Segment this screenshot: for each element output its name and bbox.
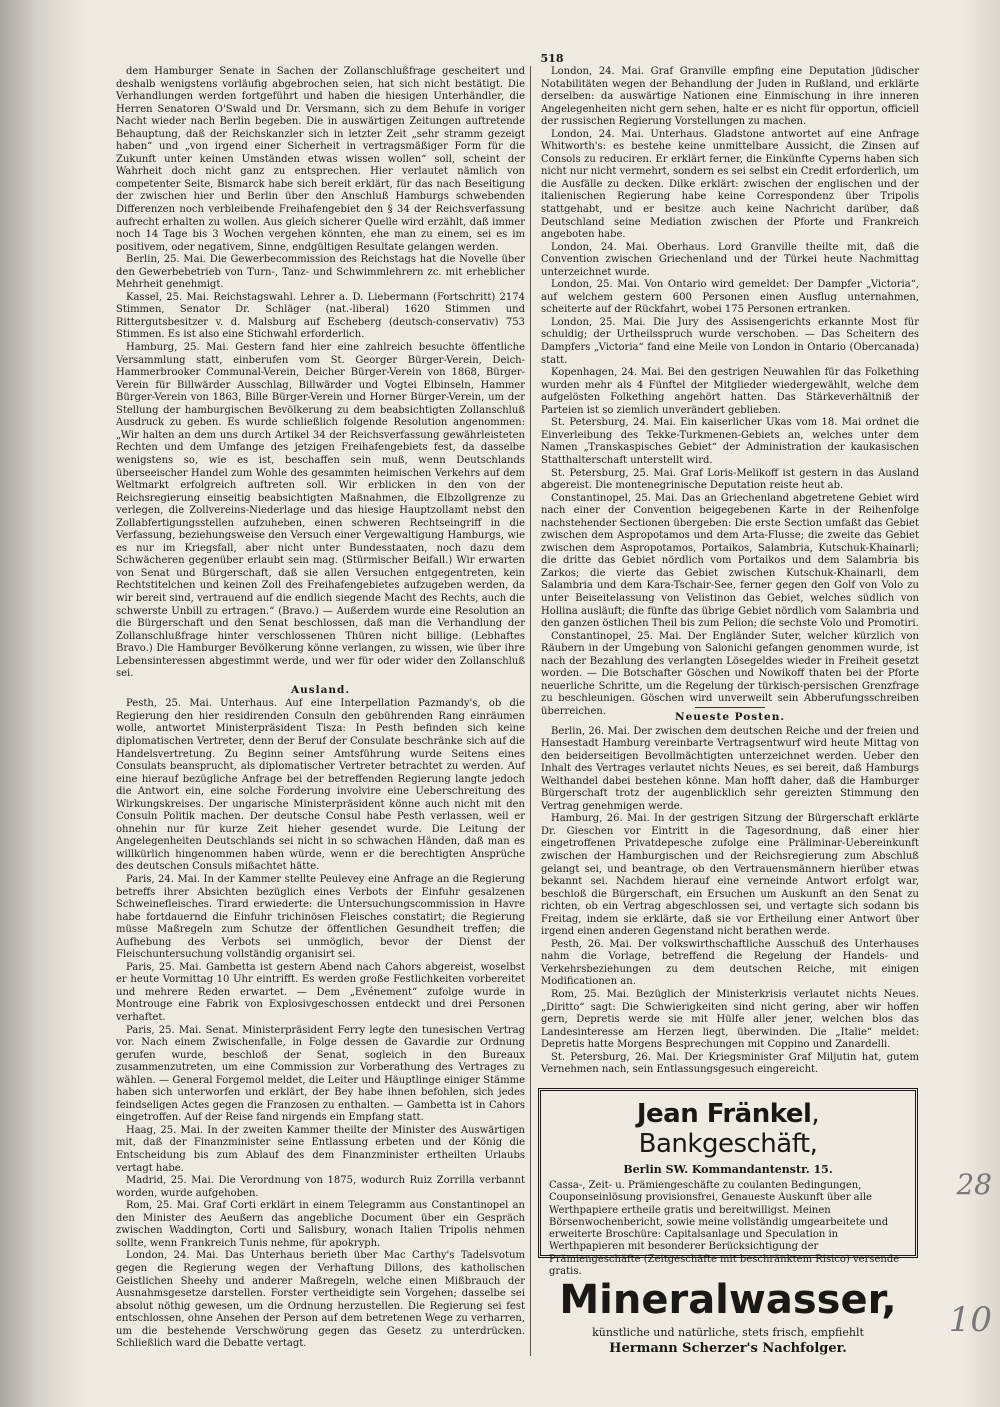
mineral-ad-title: Mineralwasser, bbox=[559, 1277, 897, 1323]
ad-firm-title bbox=[549, 1099, 907, 1159]
article-paragraph: Berlin, 26. Mai. Der zwischen dem deutschen Reiche und der freien und Hansestadt Hamburg vereinbarte Vertragsentwurf wird heute Mittag von den beiderseitigen Bevollmächtigten unterzeichnet werden. Ueber den Inhalt des Vertrages verlautet nichts Neues, es sei bereit, daß Hamburgs Welthandel dabei bestehen könne. Man hofft daher, daß die Hamburger Bürgerschaft trotz der augenblicklich sehr gereizten Stimmung den Vertrag genehmigen werde. bbox=[541, 725, 919, 812]
article-paragraph: St. Petersburg, 26. Mai. Der Kriegsminister Graf Miljutin hat, gutem Vernehmen nach, sein Entlassungsgesuch eingereicht. bbox=[541, 1051, 919, 1076]
article-paragraph: Pesth, 25. Mai. Unterhaus. Auf eine Interpellation Pazmandy's, ob die Regierung den hier residirenden Consuln den gebührenden Rang einräumen wolle, antwortet Ministerpräsident Tisza: In Pesth befinden sich keine diplomatischen Vertreter, denn der Beruf der Consulate beschränke sich auf die Handelsvertretung. Zu Beginn seiner Amtsführung wurde Seitens eines Consulats beansprucht, als diplomatischer Vertreter betrachtet zu werden. Auf eine hierauf bezügliche Anfrage bei der betreffenden Regierung langte jedoch die Antwort ein, eine solche Forderung involvire eine Ueberschreitung des Wirkungskreises. Der ungarische Ministerpräsident könne auch nicht mit den Consuln Politik machen. Der deutsche Consul habe Pesth verlassen, weil er ohnehin nur für kurze Zeit hieher gesendet wurde. Die Leitung der Angelegenheiten Deutschlands sei nicht in so schwachen Händen, daß man es willkürlich hingenommen haben würde, wenn er die berechtigten Ansprüche des deutschen Consuls mißachtet hätte. bbox=[116, 698, 525, 873]
neueste-posten-section bbox=[541, 706, 919, 1076]
ad-address: Berlin SW. Kommandantenstr. 15. bbox=[623, 1163, 833, 1176]
mineral-ad-line1: künstliche und natürliche, stets frisch, empfiehlt bbox=[592, 1326, 864, 1339]
ad-body: Cassa-, Zeit- u. Prämiengeschäfte zu coulanten Bedingungen, Couponseinlösung provisionsfrei, Genaueste Auskunft über alle Werthpapiere ertheile gratis und bereitwilligst. Meinen Börsenwochenbericht, sowie meine vollständig umgearbeitete und erweiterte Broschüre: Capitalsanlage und Speculation in Werthpapieren mit besonderer Berücksichtigung der Prämiengeschäfte (Zeitgeschäfte mit beschränktem Risico) versende gratis. bbox=[549, 1180, 900, 1278]
column-divider bbox=[530, 66, 531, 1356]
article-paragraph: Kopenhagen, 24. Mai. Bei den gestrigen Neuwahlen für das Folkething wurden mehr als 4 Fünftel der Mitglieder wiedergewählt, welche dem aufgelösten Folkething angehört hatten. Das Stärkeverhältniß der Parteien ist so ziemlich unverändert geblieben. bbox=[541, 367, 919, 416]
article-paragraph: London, 25. Mai. Von Ontario wird gemeldet: Der Dampfer „Victoria“, auf welchem gestern 600 Personen einen Ausflug unternahmen, scheiterte auf der Rückfahrt, wobei 175 Personen ertranken. bbox=[541, 279, 919, 316]
margin-handwriting: 10 bbox=[948, 1300, 992, 1340]
article-paragraph: Constantinopel, 25. Mai. Das an Griechenland abgetretene Gebiet wird nach einer der Convention beigegebenen Karte in der Reihenfolge nachstehender Sectionen übergeben: Die erste Section umfaßt das Gebiet zwischen dem Aspropotamos und dem Arta-Flusse; die zweite das Gebiet zwischen dem Aspropotamos, Portaikos, Salambria, Kutschuk-Khainarli; die dritte das Gebiet nördlich vom Portaikos und dem Salambria bis Zarkos; die vierte das Gebiet zwischen Kutschuk-Khainarli, dem Salambria und dem Kara-Tschair-See, ferner gegen den Golf von Volo zu unter Beiseitelassung von Velistinon das Gebiet, welches südlich von Hollina ausläuft; die fünfte das übrige Gebiet nördlich vom Salambria und den ganzen östlichen Theil bis zum Pelion; die sechste Volo und Promotiri. bbox=[541, 492, 919, 630]
article-paragraph: Constantinopel, 25. Mai. Der Engländer Suter, welcher kürzlich von Räubern in der Umgebung von Salonichi gefangen genommen wurde, ist nach der Bezahlung des verlangten Lösegeldes wieder in Freiheit gesetzt worden. — Die Botschafter Göschen und Nowikoff thaten bei der Pforte neuerliche Schritte, um die Regelung der türkisch-persischen Grenzfrage zu beschleunigen. Göschen wird unverweilt sein Abberufungsschreiben überreichen. bbox=[541, 630, 919, 717]
article-paragraph: London, 24. Mai. Unterhaus. Gladstone antwortet auf eine Anfrage Whitworth's: es bestehe keine unmittelbare Aussicht, die Zinsen auf Consols zu reduciren. Er erklärt ferner, die Einkünfte Cyperns haben sich nicht nur nicht vermehrt, sondern es sei selbst ein Credit erforderlich, um die Ausfälle zu decken. Dilke erklärt: zwischen der englischen und der italienischen Regierung habe keine Correspondenz über Tripolis stattgehabt, und er besitze auch keine Nachricht darüber, daß Deutschland seine Mediation zwischen der Pforte und Frankreich angeboten habe. bbox=[541, 128, 919, 241]
ad-firm-name: Jean Fränkel bbox=[636, 1099, 812, 1129]
article-paragraph: London, 24. Mai. Oberhaus. Lord Granville theilte mit, daß die Convention zwischen Griechenland und der Türkei heute Nachmittag unterzeichnet wurde. bbox=[541, 241, 919, 278]
article-paragraph: Hamburg, 26. Mai. In der gestrigen Sitzung der Bürgerschaft erklärte Dr. Gieschen vor Eintritt in die Tagesordnung, daß einer hier eingetroffenen Privatdepesche zufolge eine Präliminar-Uebereinkunft zwischen der Hamburgischen und der Reichsregierung zum Abschluß gelangt sei, und beantrage, ob den Vertrauensmännern hierüber etwas bekannt sei. Nachdem hierauf eine verneinde Antwort erfolgt war, beschloß die Bürgerschaft, ein Ersuchen um Auskunft an den Senat zu richten, ob ein Vertrag abgeschlossen sei, und vertagte sich sodann bis Freitag, indem sie erklärte, daß sie vor Ertheilung einer Antwort über irgend einen anderen Gegenstand nicht berathen werde. bbox=[541, 813, 919, 938]
article-paragraph: Paris, 25. Mai. Senat. Ministerpräsident Ferry legte den tunesischen Vertrag vor. Nach einem Zwischenfalle, in Folge dessen de Gavardie zur Ordnung gerufen wurde, beschloß der Senat, sogleich in den Bureaux zusammenzutreten, um eine Commission zur Vorberathung des Vertrages zu wählen. — General Forgemol meldet, die Leiter und Häuptlinge einiger Stämme haben sich unterworfen und erklärt, der Bey habe ihnen befohlen, sich jedes feindseligen Actes gegen die Franzosen zu enthalten. — Gambetta ist in Cahors eingetroffen. Auf der Reise fand nirgends ein Empfang statt. bbox=[116, 1024, 525, 1124]
article-paragraph: Paris, 25. Mai. Gambetta ist gestern Abend nach Cahors abgereist, woselbst er heute Vormittag 10 Uhr eintrifft. Es werden große Festlichkeiten vorbereitet und mehrere Reden erwartet. — Dem „Evénement“ zufolge wurde in Montrouge eine Fabrik von Explosivgeschossen entdeckt und drei Personen verhaftet. bbox=[116, 961, 525, 1024]
article-paragraph: Rom, 25. Mai. Graf Corti erklärt in einem Telegramm aus Constantinopel an den Minister des Aeußern das angebliche Document über ein Gespräch zwischen Waddington, Corti und Salisbury, wonach Italien Tripolis nehmen sollte, wenn Frankreich Tunis nehme, für apokryph. bbox=[116, 1200, 525, 1249]
article-paragraph: Hamburg, 25. Mai. Gestern fand hier eine zahlreich besuchte öffentliche Versammlung statt, einberufen vom St. Georger Bürger-Verein, Deich-Hammerbrooker Communal-Verein, Deicher Bürger-Verein von 1868, Bürger-Verein für Billwärder Ausschlag, Billwärder und Vogtei Elbinseln, Hammer Bürger-Verein von 1863, Bille Bürger-Verein und Horner Bürger-Verein, um der Stellung der hamburgischen Bevölkerung zu dem beabsichtigten Zollanschluß Ausdruck zu geben. Es wurde schließlich folgende Resolution angenommen: „Wir halten an dem uns durch Artikel 34 der Reichsverfassung gewährleisteten Rechten und dem Umfange des jetzigen Freihafengebiets fest, da dasselbe wenigstens so, wie es ist, beschaffen sein muß, wenn Deutschlands überseeischer Handel zum Wohle des gesammten heimischen Verkehrs auf dem Weltmarkt erfolgreich auftreten soll. Wir erblicken in den von der Reichsregierung einseitig beabsichtigten Maßnahmen, die Elbzollgrenze zu verlegen, die Zollvereins-Niederlage und das hiesige Hauptzollamt nebst den Zollabfertigungsstellen aufzuheben, einen schweren Rechtseingriff in die Verfassung, beziehungsweise den Versuch einer Vergewaltigung Hamburgs, wie es nur im Kriegsfall, aber nicht unter Bundesstaaten, noch dazu dem Schwächeren gegenüber erlaubt sein mag. (Stürmischer Beifall.) Wir erwarten von Senat und Bürgerschaft, daß sie allen Versuchen entgegentreten, kein Rechtstitelchen und keinen Zoll des Freihafengebietes aufzugeben werden, da wir bereit sind, vertrauend auf die endlich siegende Macht des Rechts, auch die schwerste Unbill zu ertragen.“ (Bravo.) — Außerdem wurde eine Resolution an die Bürgerschaft und den Senat beschlossen, daß man die Verhandlung der Zollanschlußfrage hinter verschlossenen Thüren nicht billige. (Lebhaftes Bravo.) Die Hamburger Bevölkerung könne verlangen, zu wissen, wie über ihre Lebensinteressen abgestimmt werde, und wer für oder wider den Zollanschluß sei. bbox=[116, 342, 525, 680]
article-paragraph: St. Petersburg, 24. Mai. Ein kaiserlicher Ukas vom 18. Mai ordnet die Einverleibung des Tekke-Turkmenen-Gebiets an, welches unter dem Namen „Transkaspisches Gebiet“ der Administration der kaukasischen Statthalterschaft unterstellt wird. bbox=[541, 417, 919, 466]
article-paragraph: dem Hamburger Senate in Sachen der Zollanschlußfrage gescheitert und deshalb wenigstens vorläufig abgebrochen seien, hat sich nicht bestätigt. Die Verhandlungen werden fortgeführt und haben die hiesigen Unterhändler, die Herren Senatoren O'Swald und Dr. Versmann, sich zu dem Behufe in voriger Nacht wieder nach Berlin begeben. Die in auswärtigen Zeitungen auftretende Behauptung, daß der Reichskanzler sich in letzter Zeit „sehr stramm gezeigt haben“ und „von irgend einer Sicherheit in vertragsmäßiger Form für die Zukunft unter keinen Umständen etwas wissen wollen“ soll, scheint der Wahrheit doch nicht ganz zu entsprechen. Hier verlautet nämlich von competenter Seite, Bismarck habe sich bereit erklärt, für das nach Beseitigung der zwischen hier und Berlin über den Anschluß Hamburgs schwebenden Differenzen noch verbleibende Freihafengebiet den § 34 der Reichsverfassung aufrecht erhalten zu wollen. Aus gleich sicherer Quelle wird erzählt, daß immer noch 14 Tage bis 3 Wochen vergehen könnten, ehe man zu einem, sei es im positivem, oder negativem, Sinne, endgültigen Resultate gelangen werden. bbox=[116, 66, 525, 253]
mineral-water-advertisement bbox=[538, 1276, 918, 1356]
article-paragraph: Pesth, 26. Mai. Der volkswirthschaftliche Ausschuß des Unterhauses nahm die Vorlage, betreffend die Regelung der Handels- und Verkehrsbeziehungen zu dem deutschen Reiche, mit einigen Modificationen an. bbox=[541, 938, 919, 988]
article-paragraph: St. Petersburg, 25. Mai. Graf Loris-Melikoff ist gestern in das Ausland abgereist. Die montenegrinische Deputation reiste heut ab. bbox=[541, 467, 919, 492]
article-paragraph: Madrid, 25. Mai. Die Verordnung von 1875, wodurch Ruiz Zorrilla verbannt worden, wurde aufgehoben. bbox=[116, 1175, 525, 1199]
ad-firm-suffix: , Bankgeschäft, bbox=[638, 1099, 820, 1159]
article-paragraph: London, 24. Mai. Das Unterhaus berieth über Mac Carthy's Tadelsvotum gegen die Regierung wegen der Verhaftung Dillons, des katholischen Geistlichen Sheehy und anderer Maßregeln, welche einen Mißbrauch der Ausnahmsgesetze darstellen. Forster vertheidigte sein Vorgehen; dasselbe sei absolut nöthig gewesen, um die Ordnung herzustellen. Die Regierung sei fest entschlossen, ohne Ansehen der Person auf dem betretenen Wege zu verharren, um die bestehende Verschwörung gegen das Gesetz zu unterdrücken. Schließlich ward die Debatte vertagt. bbox=[116, 1250, 525, 1350]
bank-advertisement bbox=[538, 1088, 918, 1278]
article-paragraph: Berlin, 25. Mai. Die Gewerbecommission des Reichstags hat die Novelle über den Gewerbebetrieb von Turn-, Tanz- und Schwimmlehrern zc. mit erheblicher Mehrheit genehmigt. bbox=[116, 254, 525, 291]
article-paragraph: London, 25. Mai. Die Jury des Assisengerichts erkannte Most für schuldig; der Urtheilsspruch wurde verschoben. — Das Scheitern des Dampfers „Victoria“ fand eine Meile von London in Ontario (Obercanada) statt. bbox=[541, 316, 919, 366]
article-paragraph: Haag, 25. Mai. In der zweiten Kammer theilte der Minister des Auswärtigen mit, daß der Finanzminister seine Entlassung erbeten und der König die Entscheidung bis zum Ablauf des dem Finanzminister ertheilten Urlaubs vertagt habe. bbox=[116, 1124, 525, 1174]
mineral-ad-signature: Hermann Scherzer's Nachfolger. bbox=[609, 1341, 847, 1356]
article-paragraph: Paris, 24. Mai. In der Kammer stellte Peulevey eine Anfrage an die Regierung betreffs ihrer Absichten bezüglich eines Verbots der Einfuhr gesalzenen Schweinefleisches. Tirard erwiederte: die Untersuchungscommission in Havre habe fortdauernd die Einfuhr trichinösen Fleisches constatirt; die Regierung müsse Maßregeln zum Schutze der öffentlichen Gesundheit treffen; die Aufhebung des Verbots sei unmöglich, bevor der Dienst der Fleischuntersuchung vollständig organisirt sei. bbox=[116, 874, 525, 961]
section-heading-ausland: Ausland. bbox=[290, 683, 351, 696]
section-heading-neueste-posten: Neueste Posten. bbox=[674, 711, 786, 723]
left-column bbox=[116, 66, 525, 1356]
article-paragraph: Rom, 25. Mai. Bezüglich der Ministerkrisis verlautet nichts Neues. „Diritto“ sagt: Die Schwierigkeiten sind nicht gering, aber wir hoffen gern, Depretis werde sie mit Hülfe aller jener, welchen blos das Landesinteresse am Herzen liegt, überwinden. Die „Italie“ meldet: Depretis hatte Morgens Besprechungen mit Coppino und Zanardelli. bbox=[541, 989, 919, 1051]
article-paragraph: London, 24. Mai. Graf Granville empfing eine Deputation jüdischer Notabilitäten wegen der Behandlung der Juden in Rußland, und erklärte derselben: da auswärtige Nationen eine Einmischung in ihre inneren Angelegenheiten nicht gern sehen, halte er es nicht für opportun, officiell der russischen Regierung Vorstellungen zu machen. bbox=[541, 66, 919, 128]
article-paragraph: Kassel, 25. Mai. Reichstagswahl. Lehrer a. D. Liebermann (Fortschritt) 2174 Stimmen, Senator Dr. Schläger (nat.-liberal) 1620 Stimmen und Rittergutsbesitzer v. d. Malsburg auf Escheberg (deutsch-conservativ) 753 Stimmen. Es ist also eine Stichwahl erforderlich. bbox=[116, 291, 525, 341]
margin-handwriting: 28 bbox=[956, 1168, 992, 1201]
section-rule bbox=[695, 707, 765, 708]
page-number: 518 bbox=[540, 52, 564, 65]
